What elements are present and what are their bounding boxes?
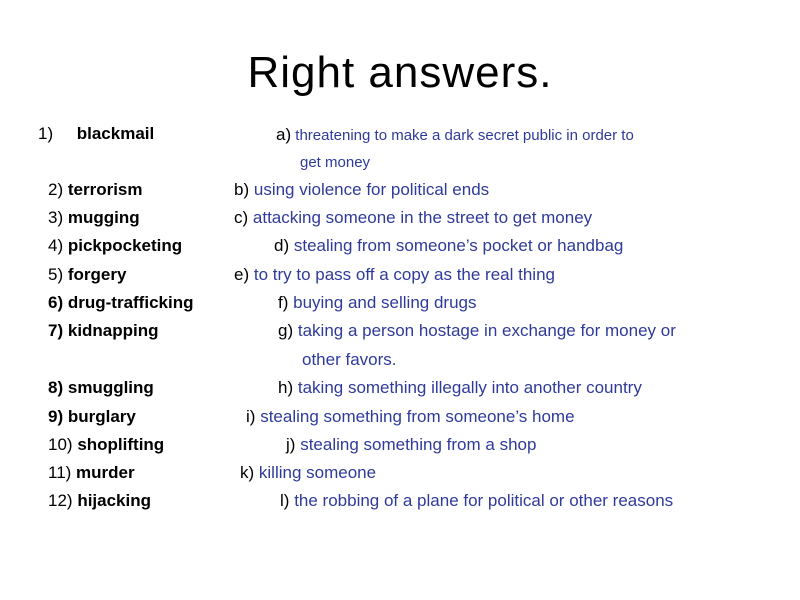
list-item: 2) terrorism	[48, 180, 143, 199]
item-definition: a) threatening to make a dark secret public in order to	[276, 125, 634, 144]
page-title: Right answers.	[247, 48, 553, 97]
list-item: 8) smuggling	[48, 378, 154, 397]
list-item: 12) hijacking	[48, 491, 151, 510]
item-definition: e) to try to pass off a copy as the real thing	[234, 265, 555, 284]
item-definition: l) the robbing of a plane for political or other reasons	[280, 491, 674, 510]
list-item	[38, 124, 154, 150]
list-item: 5) forgery	[48, 265, 127, 284]
item-definition: k) killing someone	[240, 463, 377, 482]
list-item: 10) shoplifting	[48, 435, 165, 454]
item-definition: d) stealing from someone’s pocket or handbag	[274, 236, 624, 255]
list-item: 4) pickpocketing	[48, 236, 183, 255]
item-definition: j) stealing something from a shop	[286, 435, 537, 454]
item-definition-continued: other favors.	[302, 350, 397, 369]
item-term: blackmail	[76, 124, 155, 143]
item-definition-continued: get money	[300, 154, 371, 171]
item-number: 1)	[38, 124, 54, 143]
item-definition: c) attacking someone in the street to get money	[234, 208, 593, 227]
item-definition: i) stealing something from someone’s home	[246, 407, 575, 426]
item-definition: g) taking a person hostage in exchange for money or	[278, 321, 676, 340]
list-item: 6) drug-trafficking	[48, 293, 194, 312]
list-item: 11) murder	[48, 463, 135, 482]
item-definition: h) taking something illegally into another country	[278, 378, 642, 397]
item-definition: b) using violence for political ends	[234, 180, 490, 199]
item-definition: f) buying and selling drugs	[278, 293, 477, 312]
list-item: 7) kidnapping	[48, 321, 159, 340]
list-item: 3) mugging	[48, 208, 140, 227]
list-item: 9) burglary	[48, 407, 136, 426]
